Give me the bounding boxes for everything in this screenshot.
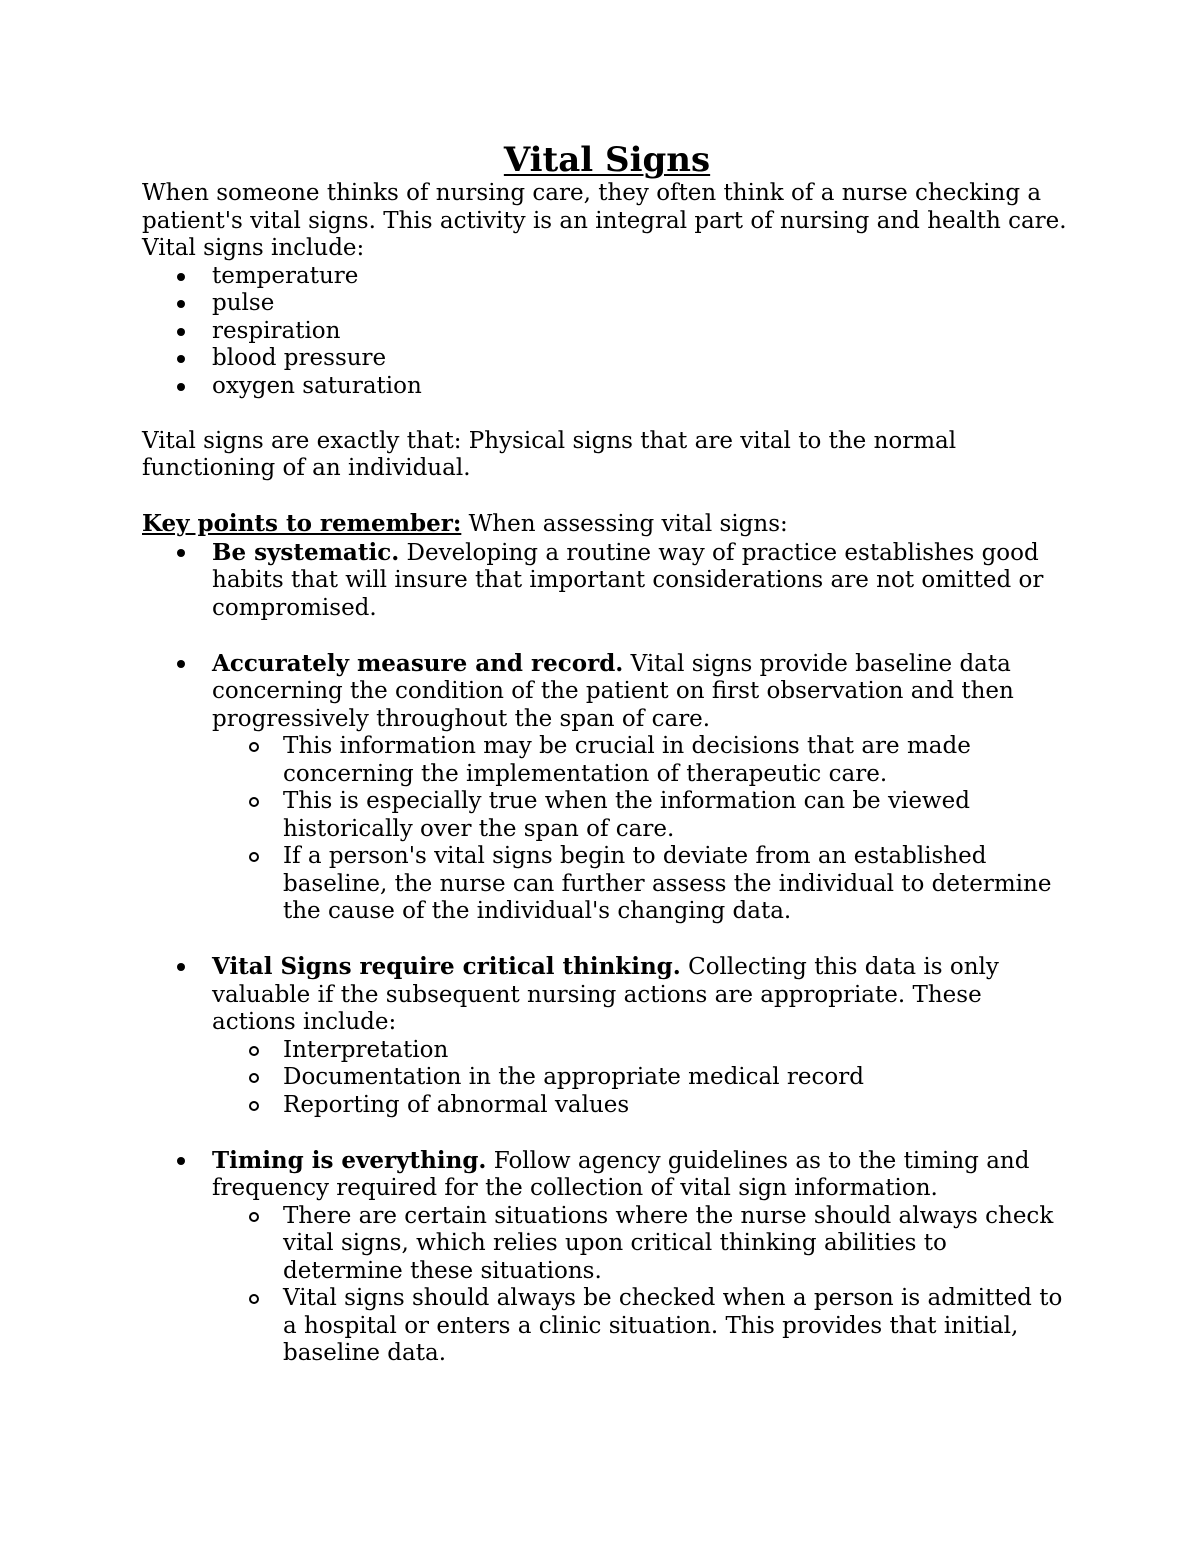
sub-list-item: Vital signs should always be checked when a person is admitted to a hospital or enters a clinic situation. This provides that initial, baseline data.: [212, 1285, 1072, 1368]
key-point-critical-thinking: [142, 953, 1072, 1119]
sub-list-item: Documentation in the appropriate medical record: [212, 1064, 1072, 1092]
sub-list-item: Interpretation: [212, 1037, 1072, 1065]
list-item: pulse: [142, 290, 1072, 318]
document-title: Vital Signs: [503, 140, 711, 180]
sub-list: [212, 1203, 1072, 1368]
key-points-intro: [142, 510, 1072, 539]
key-point-text: Collecting this data is only valuable if the subsequent nursing actions are appropriate. These actions include:: [212, 954, 999, 1035]
sub-list-item: This is especially true when the information can be viewed historically over the span of care.: [212, 788, 1072, 843]
document-page: [142, 140, 1072, 1368]
list-item: oxygen saturation: [142, 373, 1072, 401]
key-points-heading: Key points to remember:: [142, 510, 462, 537]
key-point-timing: [142, 1147, 1072, 1368]
sub-list-item: There are certain situations where the nurse should always check vital signs, which relies upon critical thinking abilities to determine these situations.: [212, 1203, 1072, 1286]
key-point-bold: Vital Signs require critical thinking.: [212, 953, 681, 980]
sub-list-item: Reporting of abnormal values: [212, 1092, 1072, 1120]
key-points-lead: When assessing vital signs:: [461, 511, 788, 537]
sub-list: [212, 1037, 1072, 1120]
key-point-bold: Accurately measure and record.: [212, 649, 624, 677]
intro-paragraph: When someone thinks of nursing care, they often think of a nurse checking a patient's vital signs. This activity is an integral part of nursing and health care. Vital signs include:: [142, 180, 1067, 261]
vital-signs-list: [142, 263, 1072, 401]
list-item: respiration: [142, 318, 1072, 346]
key-point-systematic: [142, 539, 1072, 623]
key-point-bold: Be systematic.: [212, 538, 400, 566]
sub-list-item: If a person's vital signs begin to deviate from an established baseline, the nurse can further assess the individual to determine the cause of the individual's changing data.: [212, 843, 1072, 926]
key-points-list: [142, 650, 1072, 926]
key-point-text: Developing a routine way of practice establishes good habits that will insure that important considerations are not omitted or compromised.: [212, 539, 1044, 621]
key-point-measure-record: [142, 650, 1072, 926]
definition-paragraph: Vital signs are exactly that: Physical signs that are vital to the normal functioning of an individual.: [142, 427, 957, 481]
key-points-list: [142, 1147, 1072, 1368]
key-point-bold: Timing is everything.: [212, 1146, 487, 1174]
key-points-list: [142, 539, 1072, 623]
sub-list-item: This information may be crucial in decisions that are made concerning the implementation of therapeutic care.: [212, 733, 1072, 788]
key-points-list: [142, 953, 1072, 1119]
key-point-text: Vital signs provide baseline data concerning the condition of the patient on first observation and then progressively throughout the span of care.: [212, 650, 1014, 732]
key-point-text: Follow agency guidelines as to the timing and frequency required for the collection of vital sign information.: [212, 1147, 1030, 1201]
list-item: temperature: [142, 263, 1072, 291]
list-item: blood pressure: [142, 345, 1072, 373]
sub-list: [212, 733, 1072, 926]
